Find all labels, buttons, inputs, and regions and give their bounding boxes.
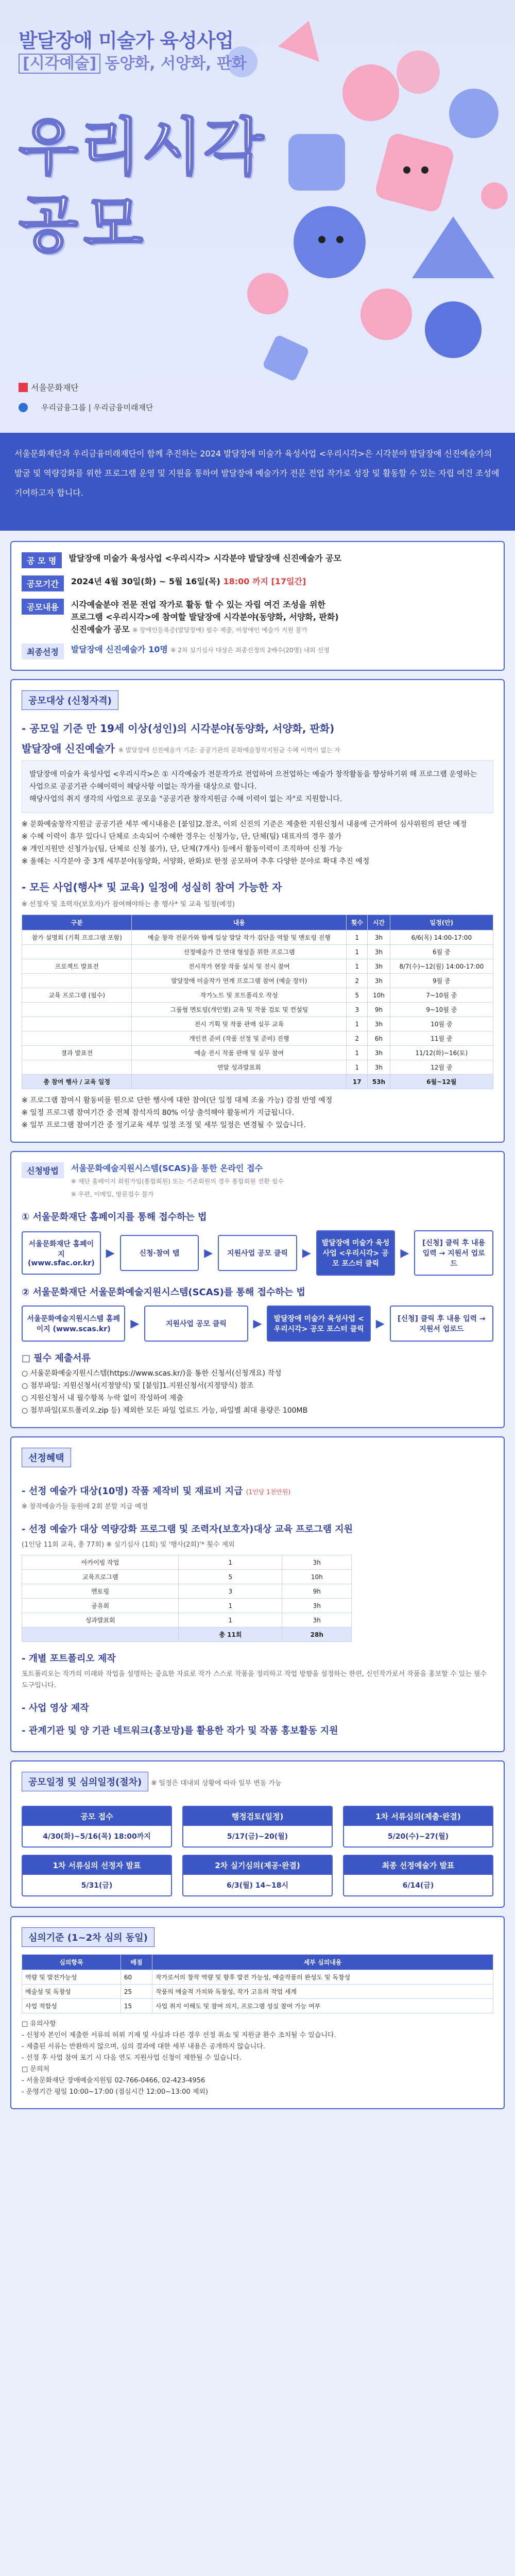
table-cell: 3 xyxy=(347,1003,368,1017)
table-row xyxy=(22,959,493,974)
hero-genres: 동양화, 서양화, 판화 xyxy=(105,55,247,73)
table-cell: 예술 전시 작품 판매 및 실무 참여 xyxy=(132,1046,347,1060)
flow2-step: 발달장애 미술가 육성사업 <우리시각> 공모 포스터 클릭 xyxy=(267,1306,370,1342)
table-row xyxy=(22,1060,493,1075)
flow1 xyxy=(22,1230,493,1276)
period-value xyxy=(71,575,306,588)
table-cell: 9~10월 중 xyxy=(390,1003,493,1017)
tag-period: 공모기간 xyxy=(22,575,64,591)
schedule-step xyxy=(22,1806,172,1848)
col-header: 횟수 xyxy=(347,915,368,930)
arrow-icon: ▶ xyxy=(375,1317,385,1330)
tag-content: 공모내용 xyxy=(22,599,64,615)
hero-category: [시각예술] xyxy=(19,54,100,74)
row-method xyxy=(22,1162,493,1200)
overview-card xyxy=(10,541,505,671)
review-table-header xyxy=(22,1955,493,1970)
eligibility-title: 공모대상 (신청자격) xyxy=(22,690,118,710)
table-cell: 성과발표회 xyxy=(22,1613,179,1628)
step-date: 5/17(금)~20(월) xyxy=(227,1833,288,1841)
required-item: ○ 첨부파일(포트폴리오.zip 등) 제외한 모든 파일 업로드 가능, 파일별 최대 용량은 100MB xyxy=(22,1406,308,1415)
table-cell: 10h xyxy=(282,1570,352,1584)
table-cell: 12월 중 xyxy=(390,1060,493,1075)
table-cell: 전시 기획 및 작품 판매 실무 교육 xyxy=(132,1017,347,1031)
eligibility-notes xyxy=(22,818,493,868)
table-cell: 10월 중 xyxy=(390,1017,493,1031)
benefit-table-body xyxy=(22,1555,352,1642)
tag-method: 신청방법 xyxy=(22,1162,64,1178)
row-name xyxy=(22,552,493,568)
hero-title-line1: 우리시각 xyxy=(19,112,266,183)
eligibility-note: ※ 수혜 이력이 휴무 있다니 단체로 소속되어 수혜한 경우는 신청가능, 단, 단체(팀) 대표자의 경우 불가 xyxy=(22,833,342,841)
schedule-step xyxy=(22,1855,172,1896)
review-note: - 운영기간 평일 10:00~17:00 (점심시간 12:00~13:00 제외) xyxy=(22,2088,208,2096)
required-list xyxy=(22,1367,493,1417)
table-cell: 8/7(수)~12(월) 14:00-17:00 xyxy=(390,959,493,974)
flow1-step: 신청·참여 탭 xyxy=(120,1235,199,1271)
logo-woori xyxy=(19,402,153,413)
table-cell: 10h xyxy=(368,988,390,1003)
eligibility-line2-text: 발달장애 신진예술가 xyxy=(22,742,115,755)
final-count: 발달장애 신진예술가 10명 xyxy=(71,645,168,654)
table-cell: 선정예술가 간 연대 형성을 위한 프로그램 xyxy=(132,945,347,959)
table-cell: 3h xyxy=(368,1046,390,1060)
benefit-1-note: (1인당 1천만원) xyxy=(246,1488,291,1496)
table-cell xyxy=(22,945,132,959)
period-dates: 2024년 4월 30일(화) ~ 5월 16일(목) xyxy=(71,577,220,586)
hero-title-line2: 공모 xyxy=(19,189,148,261)
intro-text: 서울문화재단과 우리금융미래재단이 함께 추진하는 2024 발달장애 미술가 육성사업 <우리시각>은 시각분야 발달장애 신진예술가의 발굴 및 역량강화를 위한 프로그램 운영 및 지원을 통하여 발달장애 예술가가 전문 전업 작가로 성장 및 활동할 수 있는 자립 여건 조성에 기여하고자 합니다. xyxy=(0,433,515,531)
table-cell: 7~10월 중 xyxy=(390,988,493,1003)
step-head: 행정검토(일정) xyxy=(183,1807,332,1826)
method-note: ※ 재단 홈페이지 회원가입(통합회원) 또는 기존회원의 경우 통합회원 전환 필수 xyxy=(71,1178,284,1185)
arrow-icon: ▶ xyxy=(130,1317,140,1330)
table-cell: 1 xyxy=(179,1599,282,1613)
table-cell: 3h xyxy=(368,945,390,959)
arrow-icon: ▶ xyxy=(204,1246,213,1260)
hero-kicker: 발달장애 미술가 육성사업 xyxy=(19,29,234,52)
schedule-title: 공모일정 및 심의일정(절차) xyxy=(22,1772,148,1791)
table-cell: 5 xyxy=(347,988,368,1003)
table-row xyxy=(22,945,493,959)
program-footnote: ※ 프로그램 참여시 활동비를 원으로 단한 행사에 대한 참여(단 일정 대체 조율 가능) 감점 반영 예정 xyxy=(22,1096,333,1105)
benefit-3-text: 포트폴리오는 작가의 미래와 작업을 설명하는 중요한 자료로 작가 스스로 작품을 정리하고 작업 방향을 설정하는 한편, 신인작가로서 작품을 홍보할 수 있는 필수 도구입니다. xyxy=(22,1670,487,1689)
schedule-step xyxy=(343,1806,493,1848)
row-final xyxy=(22,643,493,659)
table-cell: 17 xyxy=(347,1075,368,1089)
arrow-icon: ▶ xyxy=(106,1246,115,1260)
benefit-1 xyxy=(22,1484,493,1497)
org1-label: 서울문화재단 xyxy=(31,383,79,393)
table-cell: 3h xyxy=(368,974,390,988)
required-title: □ 필수 제출서류 xyxy=(22,1353,91,1364)
table-cell: 28h xyxy=(282,1628,352,1642)
method-note: ※ 우편, 이메일, 방문접수 불가 xyxy=(71,1191,154,1198)
table-row xyxy=(22,1031,493,1046)
period-deadline: 18:00 까지 xyxy=(223,577,268,586)
benefit-2: - 선정 예술가 대상 역량강화 프로그램 및 조력자(보호자)대상 교육 프로그램 지원 xyxy=(22,1524,353,1535)
program-table-body xyxy=(22,930,493,1089)
table-cell: 교육 프로그램 (필수) xyxy=(22,988,132,1003)
step-date: 4/30(화)~5/16(목) 18:00까지 xyxy=(43,1833,151,1841)
table-cell: 5 xyxy=(179,1570,282,1584)
table-row xyxy=(22,1570,352,1584)
table-row xyxy=(22,1999,493,2013)
final-note: ※ 2차 실기심사 대상은 최종선정의 2배수(20명) 내외 선정 xyxy=(170,647,330,654)
step-head: 최종 선정예술가 발표 xyxy=(344,1856,492,1875)
table-cell: 3h xyxy=(368,1017,390,1031)
step-head: 공모 접수 xyxy=(23,1807,171,1826)
review-note: - 서울문화재단 장애예술지원팀 02-766-0466, 02-423-4956 xyxy=(22,2077,205,2084)
table-cell: 총 참여 행사 / 교육 일정 xyxy=(22,1075,132,1089)
col-header: 배점 xyxy=(121,1955,152,1970)
program-footnote: ※ 일부 프로그램 참여기간 중 정기교육 세부 일정 조정 및 세부 일정은 변경될 수 있습니다. xyxy=(22,1121,306,1129)
method-value xyxy=(71,1162,284,1200)
table-cell: 참가 설명회 (기획 프로그램 포함) xyxy=(22,930,132,945)
table-row xyxy=(22,1599,352,1613)
table-cell: 1 xyxy=(347,1060,368,1075)
table-cell: 9월 중 xyxy=(390,974,493,988)
eligibility-line2 xyxy=(22,740,493,755)
table-cell: 11월 중 xyxy=(390,1031,493,1046)
eligibility-note: ※ 올해는 시각분야 중 3개 세부분야(동양화, 서양화, 판화)로 한정 공모하며 추후 다양한 분야로 확대 추진 예정 xyxy=(22,857,370,866)
table-cell: 발달장애 미술작가 연계 프로그램 참여 (예술 장터) xyxy=(132,974,347,988)
table-cell: 3h xyxy=(282,1599,352,1613)
review-table-body xyxy=(22,1970,493,2013)
table-cell: 3h xyxy=(368,1060,390,1075)
period-days: [17일간] xyxy=(271,577,306,586)
review-section xyxy=(10,1916,505,2109)
table-cell: 25 xyxy=(121,1985,152,1999)
row-period xyxy=(22,575,493,591)
table-cell: 1 xyxy=(179,1555,282,1570)
required-item: ○ 첨부파일: 지원신청서(지정양식) 및 [붙임]1.지원신청서(지정양식) 참조 xyxy=(22,1382,254,1390)
row-content xyxy=(22,599,493,636)
table-cell: 9h xyxy=(368,1003,390,1017)
tag-name: 공 모 명 xyxy=(22,552,62,568)
table-cell: 그룹형 멘토링(개인별) 교육 및 작품 검토 및 컨설팅 xyxy=(132,1003,347,1017)
table-cell: 역량 및 발전가능성 xyxy=(22,1970,121,1985)
benefit-3: - 개별 포트폴리오 제작 xyxy=(22,1653,116,1664)
table-cell: 6월~12월 xyxy=(390,1075,493,1089)
col-header: 일정(안) xyxy=(390,915,493,930)
table-row xyxy=(22,930,493,945)
table-cell: 3h xyxy=(368,930,390,945)
table-row xyxy=(22,1628,352,1642)
content-value xyxy=(71,599,339,636)
table-cell: 6/6(목) 14:00-17:00 xyxy=(390,930,493,945)
table-cell: 1 xyxy=(347,959,368,974)
table-cell: 교육프로그램 xyxy=(22,1570,179,1584)
col-header: 내용 xyxy=(132,915,347,930)
table-cell: 예술 창작 전문가와 함께 일상 발달 작가 집단을 역할 및 멘토링 진행 xyxy=(132,930,347,945)
step-head: 2차 실기심의(제공·완결) xyxy=(183,1856,332,1875)
eligibility-box-line: 해당사업의 취지 생각의 사업으로 공모을 "공공기관 창작지원금 수혜 이력이 없는 자"로 지원합니다. xyxy=(29,795,342,803)
eligibility-box-line: 발달장애 미술가 육성사업 <우리시각>은 ① 시각예술가 전문작가로 전업하여 으전업하는 예술가 창작활동을 향상하기위 해 프로그램 운영하는 사업으로 공공기관 수혜이력이 해당사항 이없는 작가를 대상으로 합니다. xyxy=(29,770,477,791)
content-line3: 신진예술가 공모 xyxy=(71,624,130,634)
table-cell: 6h xyxy=(368,1031,390,1046)
table-cell: 1 xyxy=(179,1613,282,1628)
benefit-1-note2: ※ 창작예술가들 동원에 2회 분할 지급 예정 xyxy=(22,1503,148,1511)
flow2 xyxy=(22,1306,493,1342)
table-cell: 3h xyxy=(282,1613,352,1628)
review-note: - 선정 후 사업 참여 포기 시 다음 연도 지원사업 신청이 제한될 수 있습니다. xyxy=(22,2054,242,2062)
content-line2: 프로그램 <우리시각>에 참여할 발달장애 시각분야(동양화, 서양화, 판화) xyxy=(71,612,339,622)
eligibility-line2-note: ※ 발달장애 신진예술가 기준: 공공기관의 문화예술창작지원금 수혜 이력이 없는 자 xyxy=(118,747,340,754)
table-cell: 15 xyxy=(121,1999,152,2013)
arrow-icon: ▶ xyxy=(253,1317,262,1330)
org2-label: 우리금융그룹 | 우리금융미래재단 xyxy=(41,403,153,412)
review-note: □ 문의처 xyxy=(22,2065,50,2073)
table-cell: 멘토링 xyxy=(22,1584,179,1599)
name-value: 발달장애 미술가 육성사업 <우리시각> 시각분야 발달장애 신진예술가 공모 xyxy=(68,553,342,563)
content-body xyxy=(0,531,515,2120)
table-cell xyxy=(22,1031,132,1046)
table-row xyxy=(22,1003,493,1017)
hero-subkicker xyxy=(19,50,247,73)
table-cell: 3h xyxy=(282,1555,352,1570)
content-note: ※ 장애인등록증(발달장애) 필수 제출, 비장애인 예술가 지원 불가 xyxy=(132,626,307,634)
benefit-table xyxy=(22,1555,352,1642)
woori-logo-icon xyxy=(19,403,28,412)
step-head: 1차 서류심의(제출·완결) xyxy=(344,1807,492,1826)
eligibility-section xyxy=(10,679,505,1143)
required-item: ○ 지원신청서 내 필수항목 누락 없이 작성하여 제출 xyxy=(22,1394,183,1402)
schedule-note: ※ 일정은 대내외 상황에 따라 일부 변동 가능 xyxy=(151,1780,282,1787)
eligibility-line1: - 공모일 기준 만 19세 이상(성인)의 시각분야(동양화, 서양화, 판화) xyxy=(22,722,335,735)
table-cell: 작가로서의 창작 역량 및 향후 발전 가능성, 예술작품의 완성도 및 독창성 xyxy=(152,1970,493,1985)
schedule-step xyxy=(182,1806,333,1848)
eligibility-note: ※ 문화예술창작지원금 공공기관 세부 예시내용은 [붙임]2.참조, 이외 신진의 기준은 제출한 지원신청서 내용에 근거하여 심사위원의 판단 예정 xyxy=(22,820,467,828)
table-cell: 사업 적합성 xyxy=(22,1999,121,2013)
table-cell: 사업 취지 이해도 및 참여 의지, 프로그램 성실 참여 가능 여부 xyxy=(152,1999,493,2013)
review-table xyxy=(22,1954,493,2013)
review-note: - 신청자 본인이 제출한 서류의 허위 기재 및 사실과 다른 경우 선정 취소 및 지원금 환수 조치될 수 있습니다. xyxy=(22,2031,336,2039)
seoul-logo-icon xyxy=(19,383,28,392)
benefit-5: - 관계기관 및 양 기관 네트워크(홍보망)를 활용한 작가 및 작품 홍보활동 지원 xyxy=(22,1725,338,1736)
flow1-step: 서울문화재단 홈페이지 (www.sfac.or.kr) xyxy=(22,1231,101,1275)
table-cell xyxy=(22,974,132,988)
table-cell: 6월 중 xyxy=(390,945,493,959)
table-cell: 1 xyxy=(347,930,368,945)
tag-final: 최종선정 xyxy=(22,643,64,659)
col-header: 심의항목 xyxy=(22,1955,121,1970)
table-cell: 53h xyxy=(368,1075,390,1089)
table-cell: 2 xyxy=(347,1031,368,1046)
table-cell xyxy=(22,1017,132,1031)
table-cell: 개인전 준비 (작품 선정 및 준비) 진행 xyxy=(132,1031,347,1046)
program-table-header xyxy=(22,915,493,930)
required-item: ○ 서울문화예술지원시스템(https://www.scas.kr/)을 통한 신청서(신청개요) 작성 xyxy=(22,1369,282,1378)
selection-title: 선정혜택 xyxy=(22,1448,71,1467)
col-header: 시간 xyxy=(368,915,390,930)
table-cell: 결과 발표전 xyxy=(22,1046,132,1060)
col-header: 구분 xyxy=(22,915,132,930)
table-cell: 9h xyxy=(282,1584,352,1599)
flow1-step: 발달장애 미술가 육성사업 <우리시각> 공모 포스터 클릭 xyxy=(316,1230,396,1276)
table-cell: 3h xyxy=(368,959,390,974)
table-cell: 전시작가 현장 작품 설치 및 전시 참여 xyxy=(132,959,347,974)
final-value xyxy=(71,643,330,656)
flow1-step: 지원사업 공모 클릭 xyxy=(218,1235,297,1271)
arrow-icon: ▶ xyxy=(302,1246,311,1260)
step-date: 6/3(월) 14~18시 xyxy=(226,1882,288,1890)
benefit-2-sub: (1인당 11회 교육, 총 77회) ※ 실기심사 (1회) 및 '행사(2회)'* 횟수 제외 xyxy=(22,1541,235,1549)
table-cell xyxy=(132,1075,347,1089)
schedule-step xyxy=(182,1855,333,1896)
logo-seoul-foundation xyxy=(19,381,79,393)
table-cell: 1 xyxy=(347,945,368,959)
table-row xyxy=(22,1046,493,1060)
review-notes xyxy=(22,2019,493,2098)
table-cell: 60 xyxy=(121,1970,152,1985)
table-row xyxy=(22,1075,493,1089)
table-cell xyxy=(22,1628,179,1642)
table-cell: 예술성 및 독창성 xyxy=(22,1985,121,1999)
table-cell: 2 xyxy=(347,974,368,988)
table-row xyxy=(22,1970,493,1985)
schedule-grid xyxy=(22,1806,493,1896)
table-cell: 아카이빙 작업 xyxy=(22,1555,179,1570)
flow2-title: ② 서울문화재단 서울문화예술지원시스템(SCAS)를 통해 접수하는 법 xyxy=(22,1287,305,1298)
table-row xyxy=(22,988,493,1003)
col-header: 세부 심의내용 xyxy=(152,1955,493,1970)
step-date: 5/20(수)~27(월) xyxy=(387,1833,449,1841)
table-cell: 3 xyxy=(179,1584,282,1599)
table-cell: 작품의 예술적 가치와 독창성, 작가 고유의 작업 세계 xyxy=(152,1985,493,1999)
program-title: - 모든 사업(행사* 및 교육) 일정에 성실히 참여 가능한 자 xyxy=(22,881,282,893)
table-cell: 작가노트 및 포트폴리오 작성 xyxy=(132,988,347,1003)
method-text: 서울문화예술지원시스템(SCAS)을 통한 온라인 접수 xyxy=(71,1163,263,1173)
step-date: 6/14(금) xyxy=(402,1882,434,1890)
table-cell: 11/12(화)~16(토) xyxy=(390,1046,493,1060)
program-footnotes xyxy=(22,1094,493,1131)
table-cell xyxy=(22,1060,132,1075)
table-row xyxy=(22,1613,352,1628)
apply-section xyxy=(10,1151,505,1428)
schedule-step xyxy=(343,1855,493,1896)
table-cell: 공유회 xyxy=(22,1599,179,1613)
arrow-icon: ▶ xyxy=(400,1246,409,1260)
flow1-step: [신청] 클릭 후 내용 입력 → 지원서 업로드 xyxy=(414,1230,493,1276)
table-cell xyxy=(22,1003,132,1017)
step-date: 5/31(금) xyxy=(81,1882,113,1890)
table-row xyxy=(22,1584,352,1599)
table-cell: 1 xyxy=(347,1046,368,1060)
selection-section xyxy=(10,1436,505,1752)
table-cell: 총 11회 xyxy=(179,1628,282,1642)
review-note: - 제출된 서류는 반환하지 않으며, 심의 결과에 대한 세부 내용은 공개하지 않습니다. xyxy=(22,2043,265,2050)
eligibility-note-box xyxy=(22,760,493,813)
step-head: 1차 서류심의 선정자 발표 xyxy=(23,1856,171,1875)
table-row xyxy=(22,974,493,988)
table-cell: 프로젝트 발표전 xyxy=(22,959,132,974)
flow2-step: 지원사업 공모 클릭 xyxy=(144,1306,248,1342)
benefit-1-text: - 선정 예술가 대상(10명) 작품 제작비 및 재료비 지급 xyxy=(22,1486,243,1497)
eligibility-note: ※ 개인지원만 신청가능(팀, 단체로 신청 불가), 단, 단체(7개사) 등에서 활동이력이 조직하여 신청 가능 xyxy=(22,845,343,853)
hero-banner xyxy=(0,0,515,433)
review-note: □ 유의사항 xyxy=(22,2020,56,2028)
table-cell: 연말 성과발표회 xyxy=(132,1060,347,1075)
schedule-section xyxy=(10,1760,505,1908)
table-row xyxy=(22,1017,493,1031)
content-line1: 시각예술분야 전문 전업 작가로 활동 할 수 있는 자립 여건 조성을 위한 xyxy=(71,600,325,609)
table-row xyxy=(22,1555,352,1570)
program-table xyxy=(22,914,493,1089)
program-footnote: ※ 일정 프로그램 참여기간 중 전체 참석자의 80% 이상 출석해야 활동비가 지급됩니다. xyxy=(22,1109,295,1117)
table-cell: 1 xyxy=(347,1017,368,1031)
table-row xyxy=(22,1985,493,1999)
flow2-step: [신청] 클릭 후 내용 입력 → 지원서 업로드 xyxy=(390,1306,493,1342)
flow1-title: ① 서울문화재단 홈페이지를 통해 접수하는 법 xyxy=(22,1212,207,1223)
benefit-4: - 사업 영상 제작 xyxy=(22,1703,89,1714)
flow2-step: 서울문화예술지원시스템 홈페이지 (www.scas.kr) xyxy=(22,1306,125,1342)
review-title: 심의기준 (1~2차 심의 동일) xyxy=(22,1927,154,1947)
program-note: ※ 선정자 및 조력자(보호자)가 참여해야하는 총 행사* 및 교육 일정(예정) xyxy=(22,901,235,908)
